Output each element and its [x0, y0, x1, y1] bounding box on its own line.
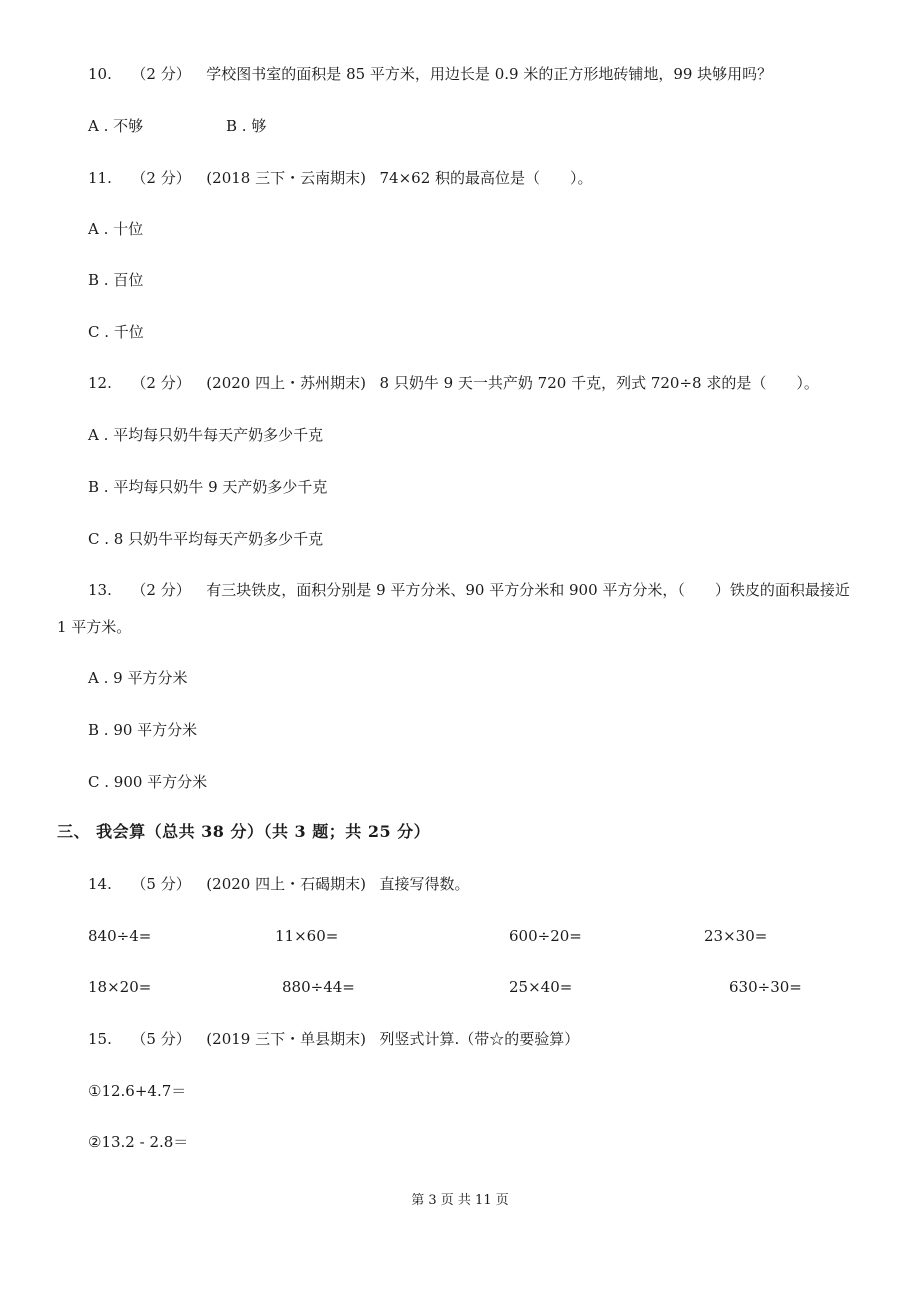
calc-item: 840÷4=	[88, 927, 152, 945]
vertical-calc-item: ②13.2 - 2.8＝	[88, 1133, 189, 1151]
option-a[interactable]: A . 不够	[88, 117, 144, 135]
question-number: 13.	[88, 581, 112, 599]
question-text: 列竖式计算.（带☆的要验算）	[379, 1030, 580, 1048]
question-text-continued: 1 平方米。	[57, 618, 132, 636]
option-c[interactable]: C . 8 只奶牛平均每天产奶多少千克	[88, 530, 324, 548]
question-score: （2 分）	[131, 169, 191, 187]
question-source: (2018 三下・云南期末)	[206, 169, 366, 187]
option-b[interactable]: B . 够	[226, 117, 267, 135]
question-10	[88, 64, 772, 84]
option-a[interactable]: A . 十位	[88, 220, 144, 238]
question-13	[88, 580, 850, 600]
question-text: 学校图书室的面积是 85 平方米，用边长是 0.9 米的正方形地砖铺地，99 块够用吗？	[206, 65, 773, 83]
calc-item: 11×60=	[275, 927, 339, 945]
question-text: 74×62 积的最高位是（ ）。	[379, 169, 593, 187]
calc-item: 25×40=	[509, 978, 573, 996]
calc-item: 23×30=	[704, 927, 768, 945]
question-source: (2020 四上・苏州期末)	[206, 374, 366, 392]
question-12	[88, 373, 819, 393]
vertical-calc-item: ①12.6+4.7＝	[88, 1082, 187, 1100]
option-c[interactable]: C . 千位	[88, 323, 144, 341]
calc-item: 630÷30=	[729, 978, 802, 996]
question-source: (2020 四上・石碣期末)	[206, 875, 366, 893]
calc-item: 880÷44=	[282, 978, 355, 996]
question-score: （5 分）	[131, 1030, 191, 1048]
option-a[interactable]: A . 9 平方分米	[88, 669, 188, 687]
option-c[interactable]: C . 900 平方分米	[88, 773, 208, 791]
question-number: 10.	[88, 65, 112, 83]
calc-item: 600÷20=	[509, 927, 582, 945]
question-number: 14.	[88, 875, 112, 893]
calc-item: 18×20=	[88, 978, 152, 996]
question-score: （2 分）	[131, 65, 191, 83]
question-text: 8 只奶牛 9 天一共产奶 720 千克，列式 720÷8 求的是（ ）。	[379, 374, 819, 392]
question-score: （2 分）	[131, 581, 191, 599]
question-number: 11.	[88, 169, 112, 187]
question-number: 12.	[88, 374, 112, 392]
question-score: （5 分）	[131, 875, 191, 893]
question-score: （2 分）	[131, 374, 191, 392]
option-b[interactable]: B . 90 平方分米	[88, 721, 198, 739]
option-b[interactable]: B . 百位	[88, 271, 144, 289]
section-heading: 三、 我会算（总共 38 分）（共 3 题；共 25 分）	[57, 822, 431, 841]
page-footer: 第 3 页 共 11 页	[411, 1193, 509, 1208]
question-text: 有三块铁皮，面积分别是 9 平方分米、90 平方分米和 900 平方分米，（ ）铁皮的面积最接近	[206, 581, 850, 599]
question-11	[88, 168, 593, 188]
question-number: 15.	[88, 1030, 112, 1048]
option-b[interactable]: B . 平均每只奶牛 9 天产奶多少千克	[88, 478, 328, 496]
option-a[interactable]: A . 平均每只奶牛每天产奶多少千克	[88, 426, 324, 444]
question-15	[88, 1029, 579, 1049]
question-14	[88, 874, 470, 894]
question-text: 直接写得数。	[379, 875, 470, 893]
question-source: (2019 三下・单县期末)	[206, 1030, 366, 1048]
